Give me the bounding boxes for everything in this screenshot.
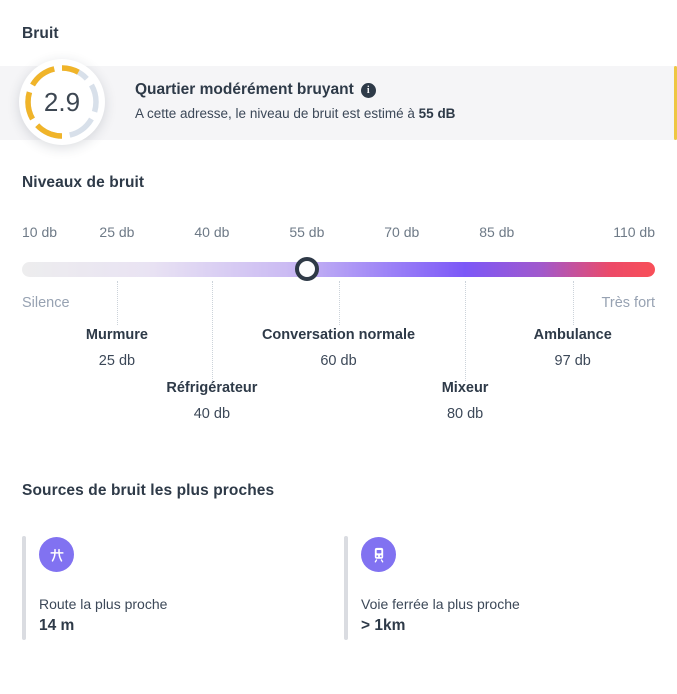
noise-scale xyxy=(22,224,655,434)
banner-subtitle: A cette adresse, le niveau de bruit est estimé à 55 dB xyxy=(135,106,456,121)
motorway-icon xyxy=(39,537,74,572)
tick-label-85-db: 85 db xyxy=(479,224,515,240)
refline-60-db xyxy=(339,281,340,325)
info-icon[interactable]: i xyxy=(361,83,376,98)
reference-name: Murmure xyxy=(85,327,148,343)
noise-sources-heading: Sources de bruit les plus proches xyxy=(22,482,275,499)
page-title: Bruit xyxy=(22,25,59,42)
refline-40-db xyxy=(212,281,213,381)
tick-label-110-db: 110 db xyxy=(613,224,655,240)
reference-value: 40 db xyxy=(193,406,231,422)
tick-label-25-db: 25 db xyxy=(99,224,135,240)
noise-gradient-bar[interactable] xyxy=(22,262,655,277)
tick-label-70-db: 70 db xyxy=(384,224,420,240)
reference-value: 80 db xyxy=(446,406,484,422)
reference-conversation-normale xyxy=(262,327,415,369)
refline-80-db xyxy=(465,281,466,381)
nearest-road-label: Route la plus proche xyxy=(39,596,168,612)
nearest-road-value: 14 m xyxy=(39,617,75,634)
reference-name: Ambulance xyxy=(533,327,612,343)
reference-mixeur xyxy=(442,380,489,422)
reference-value: 97 db xyxy=(554,353,591,369)
noise-level-slider-knob[interactable] xyxy=(295,257,319,281)
estimated-db-value: 55 dB xyxy=(418,106,456,121)
noise-source-cards xyxy=(22,535,655,641)
reference-value: 25 db xyxy=(98,353,136,369)
tick-label-55-db: 55 db xyxy=(289,224,325,240)
nearest-railway-card xyxy=(344,535,655,641)
banner-title: Quartier modérément bruyant xyxy=(135,81,354,98)
reference-name: Réfrigérateur xyxy=(166,380,258,396)
reference-ambulance xyxy=(534,327,612,369)
scale-min-label: Silence xyxy=(22,295,70,311)
tick-label-10-db: 10 db xyxy=(22,224,58,240)
refline-25-db xyxy=(117,281,118,325)
nearest-road-card xyxy=(22,535,333,641)
reference-réfrigérateur xyxy=(166,380,257,422)
noise-levels-heading: Niveaux de bruit xyxy=(22,174,145,191)
noise-score-value: 2.9 xyxy=(43,86,81,117)
reference-value: 60 db xyxy=(320,353,357,369)
nearest-railway-label: Voie ferrée la plus proche xyxy=(361,596,520,612)
scale-max-label: Très fort xyxy=(601,295,655,311)
score-banner xyxy=(0,66,677,140)
noise-score-gauge xyxy=(19,59,105,145)
nearest-railway-value: > 1km xyxy=(361,617,406,634)
reference-name: Conversation normale xyxy=(261,327,416,343)
reference-name: Mixeur xyxy=(441,380,489,396)
tick-label-40-db: 40 db xyxy=(194,224,230,240)
refline-97-db xyxy=(573,281,574,325)
train-icon xyxy=(361,537,396,572)
reference-murmure xyxy=(86,327,148,369)
